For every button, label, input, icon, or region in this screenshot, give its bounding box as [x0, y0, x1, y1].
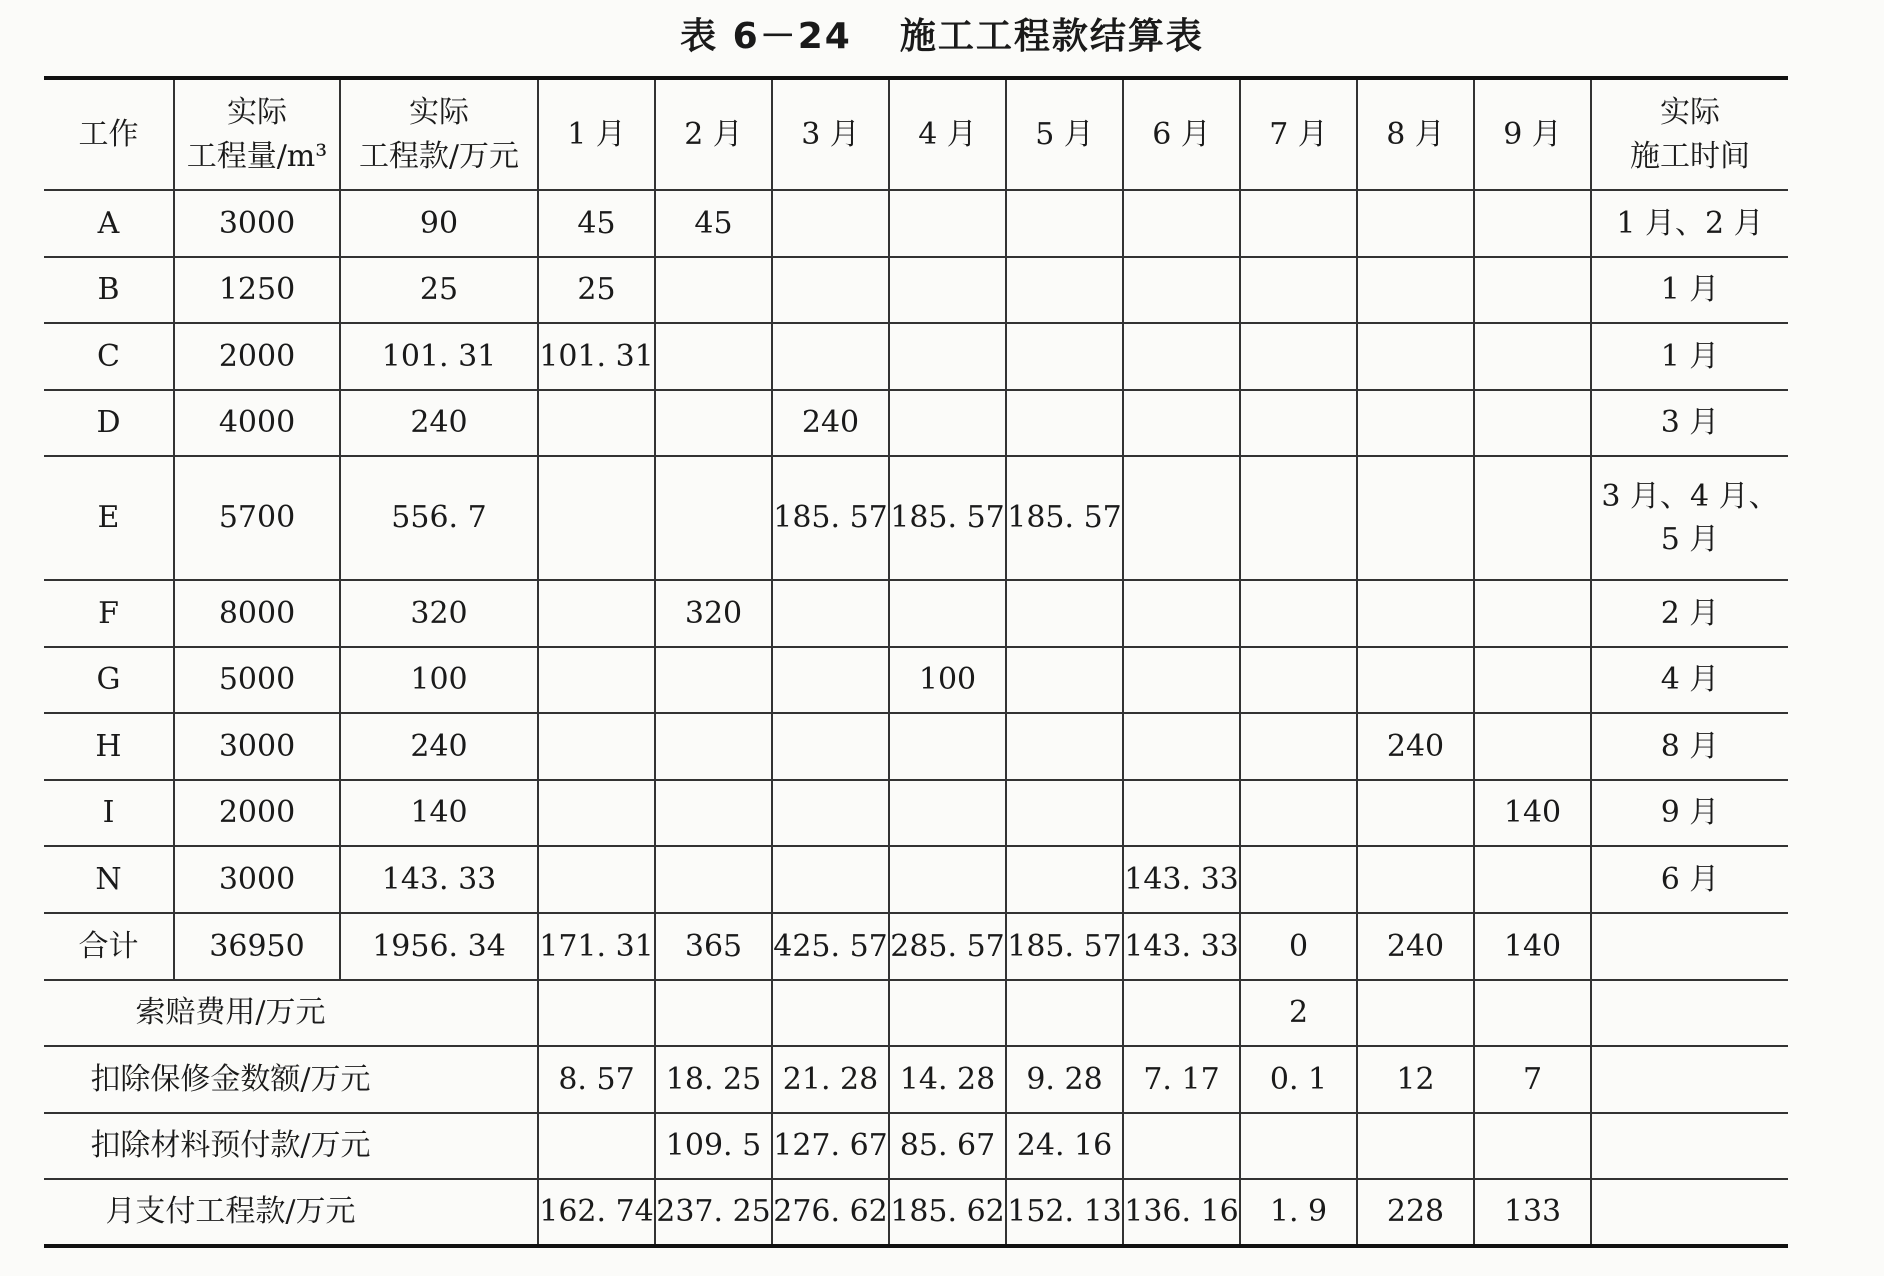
summary-month-cell: 127. 67 — [772, 1113, 889, 1180]
month-cell — [655, 780, 772, 847]
work-cell: G — [44, 647, 174, 714]
month-cell — [655, 456, 772, 580]
summary-month-cell: 9. 28 — [1006, 1046, 1123, 1113]
header-month: 9 月 — [1474, 78, 1591, 190]
month-cell: 320 — [655, 580, 772, 647]
table-caption — [0, 8, 1884, 59]
table-row — [44, 780, 1788, 847]
amount-cell: 25 — [340, 257, 538, 324]
quantity-cell: 2000 — [174, 323, 340, 390]
total-month-cell: 185. 57 — [1006, 913, 1123, 980]
header-month: 4 月 — [889, 78, 1006, 190]
summary-month-cell: 14. 28 — [889, 1046, 1006, 1113]
month-cell — [772, 190, 889, 257]
header-amount: 实际 工程款/万元 — [340, 78, 538, 190]
summary-month-cell — [1474, 1113, 1591, 1180]
empty-cell — [1591, 913, 1788, 980]
month-cell: 101. 31 — [538, 323, 655, 390]
amount-cell: 556. 7 — [340, 456, 538, 580]
summary-month-cell — [772, 980, 889, 1047]
month-cell — [1006, 713, 1123, 780]
month-cell — [655, 323, 772, 390]
header-time: 实际 施工时间 — [1591, 78, 1788, 190]
month-cell — [1240, 456, 1357, 580]
total-month-cell: 425. 57 — [772, 913, 889, 980]
summary-month-cell: 185. 62 — [889, 1179, 1006, 1246]
table-row — [44, 456, 1788, 580]
month-cell — [1240, 580, 1357, 647]
month-cell — [1006, 580, 1123, 647]
month-cell — [1123, 580, 1240, 647]
month-cell — [1240, 713, 1357, 780]
header-work: 工作 — [44, 78, 174, 190]
summary-month-cell: 276. 62 — [772, 1179, 889, 1246]
month-cell — [889, 323, 1006, 390]
month-cell — [772, 580, 889, 647]
month-cell: 185. 57 — [889, 456, 1006, 580]
month-cell — [655, 647, 772, 714]
total-month-cell: 285. 57 — [889, 913, 1006, 980]
month-cell — [1474, 647, 1591, 714]
header-month: 6 月 — [1123, 78, 1240, 190]
month-cell — [1123, 190, 1240, 257]
total-month-cell: 143. 33 — [1123, 913, 1240, 980]
summary-month-cell: 152. 13 — [1006, 1179, 1123, 1246]
amount-cell: 90 — [340, 190, 538, 257]
total-row — [44, 913, 1788, 980]
month-cell — [1240, 647, 1357, 714]
time-cell: 2 月 — [1591, 580, 1788, 647]
table-row — [44, 713, 1788, 780]
month-cell — [889, 780, 1006, 847]
month-cell — [1240, 780, 1357, 847]
month-cell — [772, 846, 889, 913]
header-month: 7 月 — [1240, 78, 1357, 190]
month-cell — [772, 647, 889, 714]
total-month-cell: 171. 31 — [538, 913, 655, 980]
month-cell — [1006, 323, 1123, 390]
table-row — [44, 257, 1788, 324]
total-amount: 1956. 34 — [340, 913, 538, 980]
summary-month-cell: 162. 74 — [538, 1179, 655, 1246]
month-cell — [889, 390, 1006, 457]
summary-row — [44, 1179, 1788, 1246]
work-cell: I — [44, 780, 174, 847]
total-quantity: 36950 — [174, 913, 340, 980]
quantity-cell: 1250 — [174, 257, 340, 324]
month-cell — [538, 647, 655, 714]
header-quantity: 实际 工程量/m³ — [174, 78, 340, 190]
month-cell — [1006, 190, 1123, 257]
time-cell: 3 月、4 月、5 月 — [1591, 456, 1788, 580]
month-cell: 100 — [889, 647, 1006, 714]
summary-month-cell — [1474, 980, 1591, 1047]
month-cell — [1006, 780, 1123, 847]
time-cell: 1 月、2 月 — [1591, 190, 1788, 257]
summary-row — [44, 1113, 1788, 1180]
month-cell — [655, 390, 772, 457]
quantity-cell: 3000 — [174, 713, 340, 780]
month-cell: 143. 33 — [1123, 846, 1240, 913]
quantity-cell: 5000 — [174, 647, 340, 714]
quantity-cell: 2000 — [174, 780, 340, 847]
month-cell — [1006, 257, 1123, 324]
month-cell — [1006, 846, 1123, 913]
summary-month-cell: 7 — [1474, 1046, 1591, 1113]
quantity-cell: 4000 — [174, 390, 340, 457]
summary-month-cell: 12 — [1357, 1046, 1474, 1113]
month-cell — [1123, 323, 1240, 390]
summary-label: 索赔费用/万元 — [44, 980, 538, 1047]
summary-month-cell — [538, 1113, 655, 1180]
month-cell — [1357, 390, 1474, 457]
time-cell: 4 月 — [1591, 647, 1788, 714]
work-cell: A — [44, 190, 174, 257]
summary-month-cell: 133 — [1474, 1179, 1591, 1246]
header-month: 5 月 — [1006, 78, 1123, 190]
amount-cell: 140 — [340, 780, 538, 847]
time-cell: 1 月 — [1591, 323, 1788, 390]
amount-cell: 320 — [340, 580, 538, 647]
summary-month-cell — [889, 980, 1006, 1047]
summary-month-cell: 21. 28 — [772, 1046, 889, 1113]
summary-label: 月支付工程款/万元 — [44, 1179, 538, 1246]
month-cell — [538, 456, 655, 580]
summary-month-cell: 0. 1 — [1240, 1046, 1357, 1113]
month-cell — [1474, 190, 1591, 257]
time-cell: 9 月 — [1591, 780, 1788, 847]
amount-cell: 240 — [340, 390, 538, 457]
quantity-cell: 3000 — [174, 846, 340, 913]
summary-month-cell — [1240, 1113, 1357, 1180]
month-cell — [1357, 647, 1474, 714]
summary-month-cell: 1. 9 — [1240, 1179, 1357, 1246]
summary-month-cell — [655, 980, 772, 1047]
header-month: 8 月 — [1357, 78, 1474, 190]
month-cell: 185. 57 — [1006, 456, 1123, 580]
summary-month-cell: 237. 25 — [655, 1179, 772, 1246]
month-cell — [772, 257, 889, 324]
month-cell — [1240, 190, 1357, 257]
month-cell — [1240, 323, 1357, 390]
month-cell: 240 — [1357, 713, 1474, 780]
amount-cell: 240 — [340, 713, 538, 780]
month-cell — [1123, 780, 1240, 847]
amount-cell: 100 — [340, 647, 538, 714]
month-cell — [889, 257, 1006, 324]
header-month: 2 月 — [655, 78, 772, 190]
table-row — [44, 580, 1788, 647]
month-cell — [1474, 846, 1591, 913]
month-cell — [772, 713, 889, 780]
summary-month-cell: 109. 5 — [655, 1113, 772, 1180]
empty-cell — [1591, 1113, 1788, 1180]
month-cell — [889, 713, 1006, 780]
month-cell: 45 — [538, 190, 655, 257]
month-cell — [1474, 580, 1591, 647]
month-cell — [1474, 713, 1591, 780]
month-cell — [1357, 323, 1474, 390]
work-cell: F — [44, 580, 174, 647]
summary-month-cell — [1357, 1113, 1474, 1180]
total-month-cell: 240 — [1357, 913, 1474, 980]
work-cell: E — [44, 456, 174, 580]
empty-cell — [1591, 980, 1788, 1047]
table-row — [44, 390, 1788, 457]
quantity-cell: 5700 — [174, 456, 340, 580]
month-cell — [889, 190, 1006, 257]
work-cell: H — [44, 713, 174, 780]
summary-month-cell — [1123, 1113, 1240, 1180]
table-row — [44, 323, 1788, 390]
month-cell — [538, 580, 655, 647]
summary-month-cell — [1123, 980, 1240, 1047]
month-cell — [1474, 257, 1591, 324]
month-cell: 45 — [655, 190, 772, 257]
month-cell — [1123, 456, 1240, 580]
header-month: 3 月 — [772, 78, 889, 190]
summary-row — [44, 980, 1788, 1047]
work-cell: C — [44, 323, 174, 390]
month-cell — [655, 257, 772, 324]
summary-month-cell: 7. 17 — [1123, 1046, 1240, 1113]
table-row — [44, 647, 1788, 714]
amount-cell: 101. 31 — [340, 323, 538, 390]
table-number: 表 6－24 — [680, 16, 852, 57]
summary-month-cell — [1357, 980, 1474, 1047]
total-label: 合计 — [44, 913, 174, 980]
month-cell — [772, 780, 889, 847]
month-cell — [1123, 713, 1240, 780]
work-cell: N — [44, 846, 174, 913]
month-cell — [1006, 390, 1123, 457]
month-cell — [1474, 390, 1591, 457]
time-cell: 6 月 — [1591, 846, 1788, 913]
month-cell — [772, 323, 889, 390]
summary-month-cell: 18. 25 — [655, 1046, 772, 1113]
month-cell — [1123, 647, 1240, 714]
total-month-cell: 0 — [1240, 913, 1357, 980]
summary-label: 扣除保修金数额/万元 — [44, 1046, 538, 1113]
summary-month-cell: 136. 16 — [1123, 1179, 1240, 1246]
month-cell — [889, 580, 1006, 647]
empty-cell — [1591, 1046, 1788, 1113]
month-cell — [1240, 257, 1357, 324]
month-cell — [1474, 323, 1591, 390]
summary-row — [44, 1046, 1788, 1113]
summary-month-cell: 8. 57 — [538, 1046, 655, 1113]
table-title: 施工工程款结算表 — [899, 16, 1204, 57]
table-row — [44, 846, 1788, 913]
month-cell — [1006, 647, 1123, 714]
month-cell: 25 — [538, 257, 655, 324]
summary-month-cell: 24. 16 — [1006, 1113, 1123, 1180]
month-cell — [1357, 456, 1474, 580]
summary-label: 扣除材料预付款/万元 — [44, 1113, 538, 1180]
time-cell: 3 月 — [1591, 390, 1788, 457]
month-cell — [1123, 257, 1240, 324]
month-cell — [1123, 390, 1240, 457]
month-cell: 140 — [1474, 780, 1591, 847]
month-cell — [655, 713, 772, 780]
work-cell: B — [44, 257, 174, 324]
month-cell — [1474, 456, 1591, 580]
time-cell: 1 月 — [1591, 257, 1788, 324]
quantity-cell: 3000 — [174, 190, 340, 257]
time-cell: 8 月 — [1591, 713, 1788, 780]
month-cell — [655, 846, 772, 913]
month-cell — [538, 390, 655, 457]
month-cell — [1240, 846, 1357, 913]
summary-month-cell: 228 — [1357, 1179, 1474, 1246]
month-cell — [1357, 780, 1474, 847]
month-cell — [538, 780, 655, 847]
summary-month-cell — [1006, 980, 1123, 1047]
month-cell — [1357, 580, 1474, 647]
summary-month-cell — [538, 980, 655, 1047]
total-month-cell: 140 — [1474, 913, 1591, 980]
month-cell — [538, 713, 655, 780]
settlement-table — [44, 76, 1788, 1248]
work-cell: D — [44, 390, 174, 457]
header-month: 1 月 — [538, 78, 655, 190]
summary-month-cell: 85. 67 — [889, 1113, 1006, 1180]
month-cell — [1357, 257, 1474, 324]
month-cell — [538, 846, 655, 913]
month-cell: 240 — [772, 390, 889, 457]
table-row — [44, 190, 1788, 257]
amount-cell: 143. 33 — [340, 846, 538, 913]
month-cell — [889, 846, 1006, 913]
quantity-cell: 8000 — [174, 580, 340, 647]
month-cell — [1357, 190, 1474, 257]
month-cell — [1240, 390, 1357, 457]
summary-month-cell: 2 — [1240, 980, 1357, 1047]
empty-cell — [1591, 1179, 1788, 1246]
month-cell: 185. 57 — [772, 456, 889, 580]
total-month-cell: 365 — [655, 913, 772, 980]
month-cell — [1357, 846, 1474, 913]
